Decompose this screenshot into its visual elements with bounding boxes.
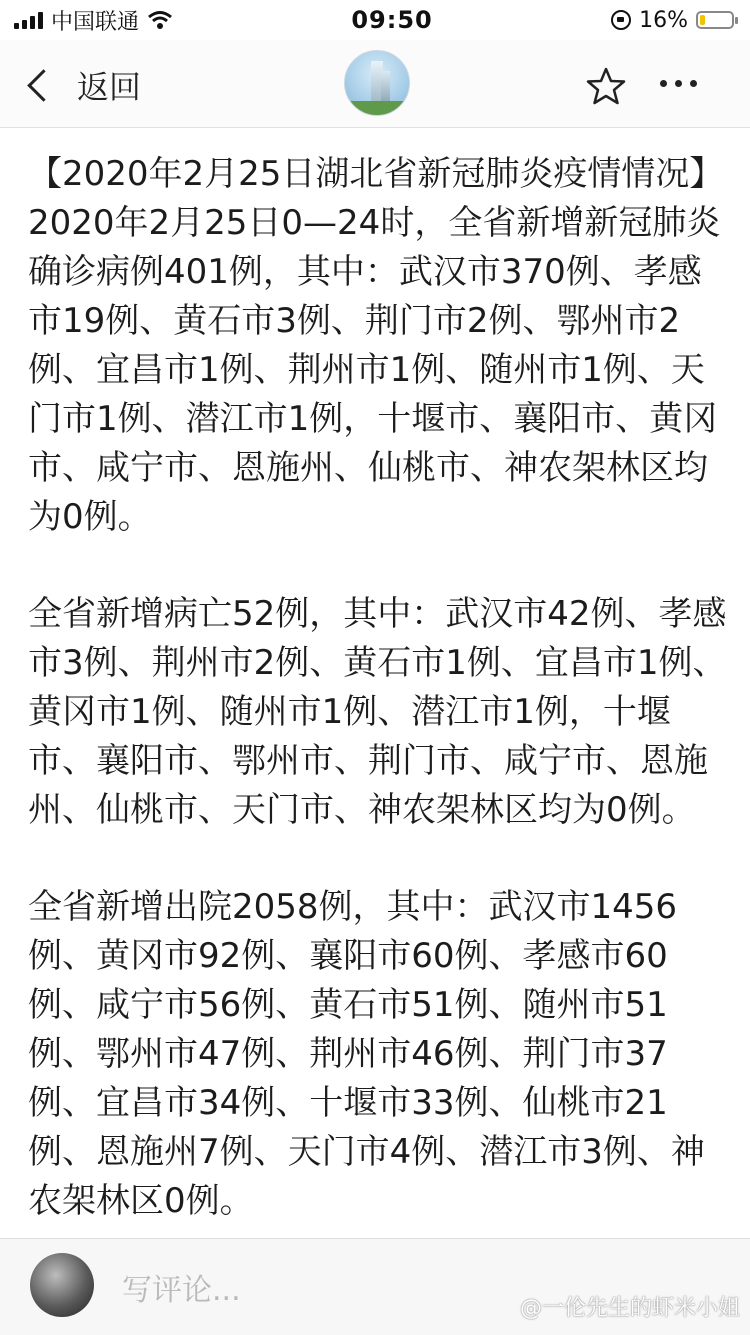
watermark: @一伦先生的虾米小姐 bbox=[519, 1296, 740, 1321]
article-paragraph: 全省新增病亡52例，其中：武汉市42例、孝感市3例、荆州市2例、黄石市1例、宜昌市1例、黄冈市1例、随州市1例、潜江市1例，十堰市、襄阳市、鄂州市、荆门市、咸宁市、恩施州、仙桃市、天门市、神农架林区均为0例。 bbox=[28, 594, 727, 830]
account-avatar[interactable] bbox=[344, 50, 410, 116]
chevron-left-icon bbox=[27, 69, 60, 102]
star-icon[interactable] bbox=[586, 66, 626, 106]
avatar-ground bbox=[345, 101, 409, 115]
battery-icon bbox=[696, 11, 734, 29]
status-right bbox=[611, 8, 750, 33]
status-left bbox=[0, 5, 173, 36]
comment-bar bbox=[0, 1238, 750, 1335]
user-avatar[interactable] bbox=[30, 1253, 94, 1317]
nav-bar bbox=[0, 40, 750, 128]
article-body bbox=[28, 150, 728, 1238]
more-icon[interactable] bbox=[660, 80, 697, 87]
battery-percent: 16% bbox=[639, 7, 688, 33]
orientation-lock-icon bbox=[611, 10, 631, 30]
comment-input[interactable]: 写评论... bbox=[122, 1273, 241, 1308]
battery-fill bbox=[700, 15, 705, 25]
status-time: 09:50 bbox=[351, 6, 433, 34]
wifi-icon bbox=[147, 10, 173, 30]
signal-icon bbox=[14, 11, 43, 29]
article-paragraph: 全省新增出院2058例，其中：武汉市1456例、黄冈市92例、襄阳市60例、孝感市60例、咸宁市56例、黄石市51例、随州市51例、鄂州市47例、荆州市46例、荆门市37例、宜昌市34例、十堰市33例、仙桃市21例、恩施州7例、天门市4例、潜江市3例、神农架林区0例。 bbox=[28, 887, 705, 1221]
article-paragraph: 【2020年2月25日湖北省新冠肺炎疫情情况】2020年2月25日0—24时，全省新增新冠肺炎确诊病例401例，其中：武汉市370例、孝感市19例、黄石市3例、荆门市2例、鄂州市2例、宜昌市1例、荆州市1例、随州市1例、天门市1例、潜江市1例，十堰市、襄阳市、黄冈市、咸宁市、恩施州、仙桃市、神农架林区均为0例。 bbox=[28, 154, 724, 537]
avatar-building-secondary bbox=[381, 71, 390, 103]
back-label: 返回 bbox=[77, 68, 142, 106]
carrier-label: 中国联通 bbox=[51, 9, 140, 35]
status-bar bbox=[0, 0, 750, 40]
back-button[interactable] bbox=[24, 62, 141, 108]
